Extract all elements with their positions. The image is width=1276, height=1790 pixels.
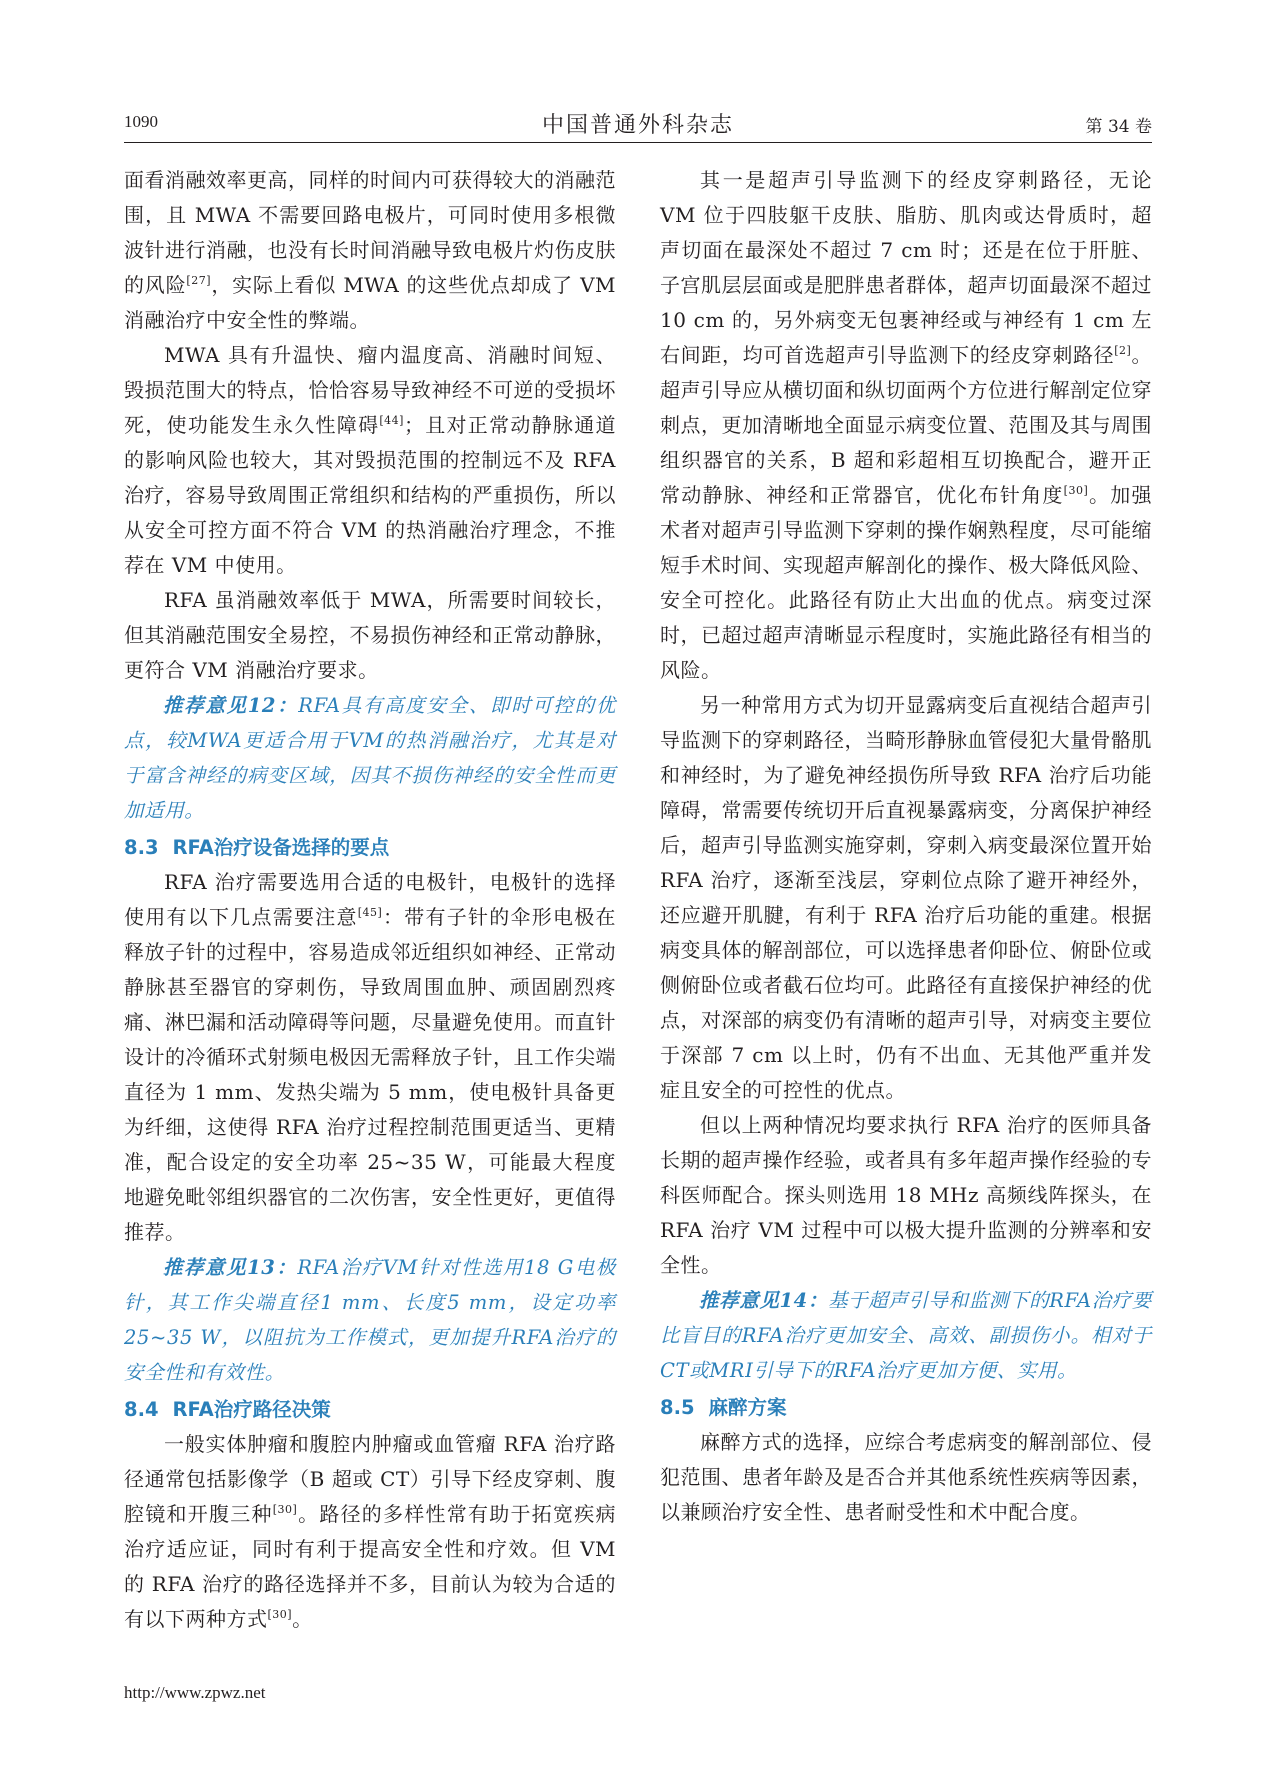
recommendation-13: 推荐意见13：RFA治疗VM针对性选用18 G电极针，其工作尖端直径1 mm、长度5 mm，设定功率25~35 W，以阻抗为工作模式，更加提升RFA治疗的安全性和有效性。 — [124, 1256, 616, 1384]
footer-url: http://www.zpwz.net — [124, 1683, 266, 1702]
section-heading-8-5: 8.5 麻醉方案 — [660, 1396, 787, 1419]
running-header — [124, 104, 1152, 143]
citation: [27] — [186, 274, 212, 287]
citation: [30] — [272, 1503, 298, 1516]
citation: [30] — [267, 1608, 293, 1621]
paragraph: 一般实体肿瘤和腹腔内肿瘤或血管瘤 RFA 治疗路径通常包括影像学（B 超或 CT）引导下经皮穿刺、腹腔镜和开腹三种[30]。路径的多样性常有助于拓宽疾病治疗适应证，同时有利于提高安全性和疗效。但 VM 的 RFA 治疗的路径选择并不多，目前认为较为合适的有以下两种方式[30]。 — [124, 1432, 617, 1631]
citation: [2] — [1114, 344, 1132, 357]
paragraph: 但以上两种情况均要求执行 RFA 治疗的医师具备长期的超声操作经验，或者具有多年超声操作经验的专科医师配合。探头则选用 18 MHz 高频线阵探头，在 RFA 治疗 VM 过程中可以极大提升监测的分辨率和安全性。 — [660, 1113, 1152, 1277]
recommendation-12: 推荐意见12：RFA具有高度安全、即时可控的优点，较MWA更适合用于VM的热消融治疗，尤其是对于富含神经的病变区域，因其不损伤神经的安全性而更加适用。 — [124, 694, 616, 822]
volume-label: 第 34 卷 — [1085, 117, 1152, 137]
page-number: 1090 — [124, 112, 158, 131]
paragraph: RFA 治疗需要选用合适的电极针，电极针的选择使用有以下几点需要注意[45]：带有子针的伞形电极在释放子针的过程中，容易造成邻近组织如神经、正常动静脉甚至器官的穿刺伤，导致周围血肿、顽固剧烈疼痛、淋巴漏和活动障碍等问题，尽量避免使用。而直针设计的冷循环式射频电极因无需释放子针，且工作尖端直径为 1 mm、发热尖端为 5 mm，使电极针具备更为纤细，这使得 RFA 治疗过程控制范围更适当、更精准，配合设定的安全功率 25~35 W，可能最大程度地避免毗邻组织器官的二次伤害，安全性更好，更值得推荐。 — [124, 870, 616, 1244]
paragraph: 麻醉方式的选择，应综合考虑病变的解剖部位、侵犯范围、患者年龄及是否合并其他系统性疾病等因素，以兼顾治疗安全性、患者耐受性和术中配合度。 — [660, 1430, 1152, 1524]
paragraph: 其一是超声引导监测下的经皮穿刺路径，无论 VM 位于四肢躯干皮肤、脂肪、肌肉或达骨质时，超声切面在最深处不超过 7 cm 时；还是在位于肝脏、子宫肌层层面或是肥胖患者群体，超声切面最深不超过 10 cm 的，另外病变无包裹神经或与神经有 1 cm 左右间距，均可首选超声引导监测下的经皮穿刺路径[2]。超声引导应从横切面和纵切面两个方位进行解剖定位穿刺点，更加清晰地全面显示病变位置、范围及其与周围组织器官的关系，B 超和彩超相互切换配合，避开正常动静脉、神经和正常器官，优化布针角度[30]。加强术者对超声引导监测下穿刺的操作娴熟程度，尽可能缩短手术时间、实现超声解剖化的操作、极大降低风险、安全可控化。此路径有防止大出血的优点。病变过深时，已超过超声清晰显示程度时，实施此路径有相当的风险。 — [660, 168, 1153, 682]
paragraph: RFA 虽消融效率低于 MWA，所需要时间较长，但其消融范围安全易控，不易损伤神经和正常动静脉，更符合 VM 消融治疗要求。 — [124, 588, 616, 682]
recommendation-14: 推荐意见14：基于超声引导和监测下的RFA治疗要比盲目的RFA治疗更加安全、高效、副损伤小。相对于CT或MRI引导下的RFA治疗更加方便、实用。 — [660, 1289, 1152, 1382]
citation: [45] — [357, 906, 383, 919]
citation: [30] — [1063, 484, 1089, 497]
section-heading-8-4: 8.4 RFA治疗路径决策 — [124, 1398, 331, 1421]
paragraph: 另一种常用方式为切开显露病变后直视结合超声引导监测下的穿刺路径，当畸形静脉血管侵犯大量骨骼肌和神经时，为了避免神经损伤所导致 RFA 治疗后功能障碍，常需要传统切开后直视暴露病变，分离保护神经后，超声引导监测实施穿刺，穿刺入病变最深位置开始 RFA 治疗，逐渐至浅层，穿刺位点除了避开神经外，还应避开肌腱，有利于 RFA 治疗后功能的重建。根据病变具体的解剖部位，可以选择患者仰卧位、俯卧位或侧俯卧位或者截石位均可。此路径有直接保护神经的优点，对深部的病变仍有清晰的超声引导，对病变主要位于深部 7 cm 以上时，仍有不出血、无其他严重并发症且安全的可控性的优点。 — [660, 693, 1152, 1102]
citation: [44] — [379, 414, 404, 427]
right-column — [660, 163, 1152, 1530]
section-heading-8-3: 8.3 RFA治疗设备选择的要点 — [124, 836, 390, 859]
paragraph: MWA 具有升温快、瘤内温度高、消融时间短、毁损范围大的特点，恰恰容易导致神经不可逆的受损坏死，使功能发生永久性障碍[44]；且对正常动静脉通道的影响风险也较大，其对毁损范围的控制远不及 RFA 治疗，容易导致周围正常组织和结构的严重损伤，所以从安全可控方面不符合 VM 的热消融治疗理念，不推荐在 VM 中使用。 — [124, 343, 616, 577]
paragraph: 面看消融效率更高，同样的时间内可获得较大的消融范围，且 MWA 不需要回路电极片，可同时使用多根微波针进行消融，也没有长时间消融导致电极片灼伤皮肤的风险[27]，实际上看似 MWA 的这些优点却成了 VM 消融治疗中安全性的弊端。 — [124, 168, 616, 332]
journal-title: 中国普通外科杂志 — [541, 113, 734, 138]
left-column — [124, 163, 616, 1637]
